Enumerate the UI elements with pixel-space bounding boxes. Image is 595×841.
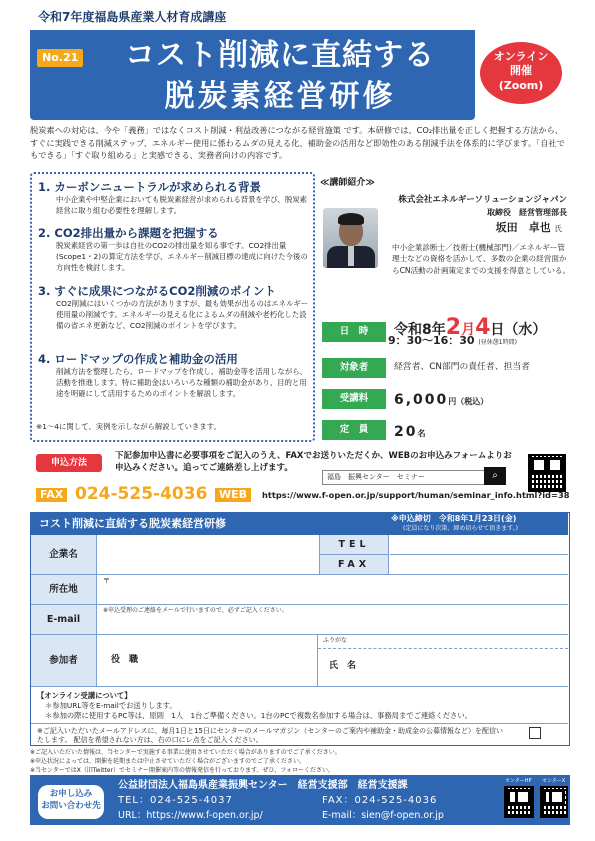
apply-method-label: 申込方法 — [36, 454, 102, 472]
divider — [317, 635, 318, 686]
name-label: 氏 名 — [329, 661, 357, 671]
tel-label: TEL — [319, 535, 389, 555]
participant-label: 参加者 — [31, 635, 97, 686]
footnote: ※ご記入いただいた情報は、当センターで実施する事業に使用させていただく場合がありますのでご了承ください。 — [30, 749, 341, 756]
badge-line1: オンライン — [493, 50, 549, 63]
speaker-honorific: 氏 — [554, 224, 562, 233]
address-row — [31, 575, 568, 605]
fax-tag: FAX — [36, 488, 67, 502]
speaker-org: 株式会社エネルギーソリューションジャパン — [398, 195, 567, 205]
points-note: ※1～4に関して、実例を示しながら解説していきます。 — [36, 422, 221, 431]
company-field[interactable] — [98, 535, 318, 574]
online-note-2: ＊参加の際に使用するPC等は、原則 1人 1台ご準備ください。1台のPCで複数名参加する場合は、事務局までご連絡ください。 — [45, 710, 472, 720]
footnote: ※申込状況によっては、開催を延期または中止させていただく場合がございますのでご了承ください。 — [30, 758, 306, 765]
date-month: 2 — [445, 315, 462, 340]
x-qr-code — [540, 786, 568, 818]
search-icon: ⌕ — [484, 467, 506, 485]
fax-field[interactable] — [390, 555, 568, 574]
email-label: E-mail — [31, 605, 97, 634]
divider — [31, 723, 568, 724]
footnotes — [30, 748, 570, 775]
deadline: ※申込締切 令和8年1月23日(金) — [391, 514, 517, 523]
speaker-name: 坂田 卓也 — [495, 221, 551, 234]
contact-fax: FAX：024-525-4036 — [322, 795, 438, 806]
target-value: 経営者、CN部門の責任者、担当者 — [394, 362, 530, 372]
online-notes — [37, 691, 472, 721]
time-value — [388, 334, 517, 348]
contact-email[interactable]: E-mail：sien@f-open.or.jp — [322, 810, 444, 821]
series-title: 令和7年度福島県産業人材育成講座 — [38, 10, 227, 24]
application-form — [30, 512, 570, 746]
date-weekday: （水） — [504, 322, 547, 338]
deadline-note: (定員になり次第、締め切らせて頂きます。) — [403, 525, 519, 532]
contact-line1: お申し込み — [49, 789, 93, 799]
point-body: 脱炭素経営の第一歩は自社のCO2の排出量を知る事です。CO2排出量(Scope1・2)の算定方法を学び、エネルギー削減目標の達成に向けた今後の方向性を検討します。 — [56, 241, 308, 272]
online-heading: 【オンライン受講について】 — [37, 691, 132, 700]
furigana-divider — [318, 648, 568, 649]
speaker-bio: 中小企業診断士／技術士(機械部門)／エネルギー管理士などの資格を活かして、多数の企業の経営面からCN活動の計画策定までの支援を得意としている。 — [392, 243, 571, 275]
badge-line2: 開催 — [510, 64, 532, 78]
point-body: 中小企業や中堅企業においても脱炭素経営が求められる背景を学び、脱炭素経営に取り組む必要性を理解します。 — [56, 195, 307, 216]
target-label: 対象者 — [322, 358, 386, 378]
point-4 — [38, 352, 313, 400]
main-title-line1: コスト削減に直結する — [125, 38, 435, 73]
point-3 — [38, 284, 313, 332]
online-note-1: ＊参加URL等をE-mailでお送りします。 — [45, 700, 177, 710]
point-body: 削減方法を整理したら、ロードマップを作成し、補助金等を活用しながら、活動を推進します。特に補助金はいろいろな種類の補助金があり、目的と用途を明確にして活用するためのポイントを解説します。 — [56, 367, 307, 398]
address-field[interactable] — [98, 575, 568, 604]
fee-label: 受講料 — [322, 389, 386, 409]
email-note: ※申込受理のご連絡をメールで行いますので、必ずご記入ください。 — [103, 607, 288, 614]
online-zoom-badge — [478, 40, 564, 106]
company-row — [31, 535, 568, 575]
email-row — [31, 605, 568, 635]
fee-unit: 円（税込） — [448, 397, 489, 406]
time-note: (昼休憩1時間) — [478, 339, 517, 346]
date-label: 日 時 — [322, 322, 386, 342]
apply-instructions: 下記参加申込書に必要事項をご記入のうえ、FAXでお送りいただくか、WEBのお申込みフォームよりお申込みください。追ってご連絡差し上げます。 — [115, 451, 512, 473]
form-title: コスト削減に直結する脱炭素経営研修 — [39, 517, 226, 530]
tel-field[interactable] — [390, 535, 568, 555]
email-field[interactable] — [98, 605, 568, 634]
capacity-unit: 名 — [417, 429, 428, 438]
furigana-label: ふりがな — [323, 637, 348, 644]
hp-qr-code — [504, 786, 534, 818]
speaker-role: 取締役 経営管理部長 — [487, 208, 567, 217]
point-1 — [38, 180, 313, 217]
date-era: 令和8年 — [394, 322, 446, 338]
curriculum-box — [30, 172, 315, 442]
org-name: 公益財団法人福島県産業振興センター 経営支援部 経営支援課 — [118, 780, 408, 791]
hp-qr-label: センターHP — [505, 778, 532, 784]
capacity-number: 20 — [394, 424, 418, 440]
fax-label: FAX — [319, 555, 389, 574]
speaker-photo — [323, 208, 378, 268]
fax-number: 024-525-4036 — [75, 484, 208, 504]
contact-badge — [38, 785, 104, 819]
footnote: ※当センターではX（旧Twitter）でセミナー開催案内等の情報発信を行っております。ぜひ、フォローください。 — [30, 767, 334, 774]
point-body: CO2削減にはいくつかの方法がありますが、最も効果が出るのはエネルギー使用量の削減です。エネルギーの見える化によるムダの削減や老朽化した設備の省エネ更新など、CO2削減のポイントを学びます。 — [56, 299, 309, 330]
speaker-name-line — [362, 221, 562, 235]
capacity-value — [394, 424, 427, 442]
speaker-heading: ≪講師紹介≫ — [320, 178, 375, 188]
x-qr-label: センターX — [542, 778, 566, 784]
point-title: 3. すぐに成果につながるCO2削減のポイント — [38, 284, 276, 298]
search-input: 福島 振興センター セミナー — [322, 470, 505, 485]
date-day: 4 — [475, 315, 491, 340]
main-title-line2: 脱炭素経営研修 — [164, 79, 396, 114]
capacity-label: 定 員 — [322, 420, 386, 440]
point-title: 2. CO2排出量から課題を把握する — [38, 226, 219, 240]
point-title: 4. ロードマップの作成と補助金の活用 — [38, 352, 238, 366]
optout-checkbox[interactable] — [529, 727, 541, 739]
web-url[interactable]: https://www.f-open.or.jp/support/human/seminar_info.html?id=38 — [262, 490, 570, 500]
company-label: 企業名 — [31, 535, 97, 574]
time-range: 9：30～16：30 — [388, 334, 475, 347]
contact-tel: TEL：024-525-4037 — [118, 795, 233, 806]
mail-magazine-note: ※ご記入いただいたメールアドレスに、毎月1日と15日にセンターのメールマガジン（センターのご案内や補助金・助成金の公募情報など）を配信いたします。 配信を希望されない方は、右の口にレ点をご記入ください。 — [37, 727, 503, 745]
lecture-number-badge: No.21 — [37, 49, 83, 67]
postal-mark: 〒 — [103, 577, 110, 585]
contact-url[interactable]: URL：https://www.f-open.or.jp/ — [118, 810, 263, 821]
date-day-unit: 日 — [490, 322, 505, 338]
contact-line2: お問い合わせ先 — [41, 800, 101, 811]
address-label: 所在地 — [31, 575, 97, 604]
date-month-unit: 月 — [461, 322, 476, 338]
point-title: 1. カーボンニュートラルが求められる背景 — [38, 180, 262, 194]
web-qr-code — [528, 454, 566, 492]
position-label: 役 職 — [111, 655, 139, 665]
fee-amount: 6,000 — [394, 392, 449, 408]
intro-text: 脱炭素への対応は、今や「義務」ではなくコスト削減・利益改善につながる経営施策 です。本研修では、CO₂排出量を正しく把握する方法から、すぐに実践できる削減ステップ、エネルギー使用に係わるムダの見える化、補助金の活用など即効性のある削減手法を体系的に学びます。「自社でもできる」「すぐ取り組める」と実感できる、実務者向けの内容です。 — [30, 125, 565, 161]
fee-value — [394, 392, 488, 410]
point-2 — [38, 226, 313, 274]
badge-line3: (Zoom) — [498, 78, 544, 92]
participant-row — [31, 635, 568, 687]
web-tag: WEB — [215, 488, 251, 502]
